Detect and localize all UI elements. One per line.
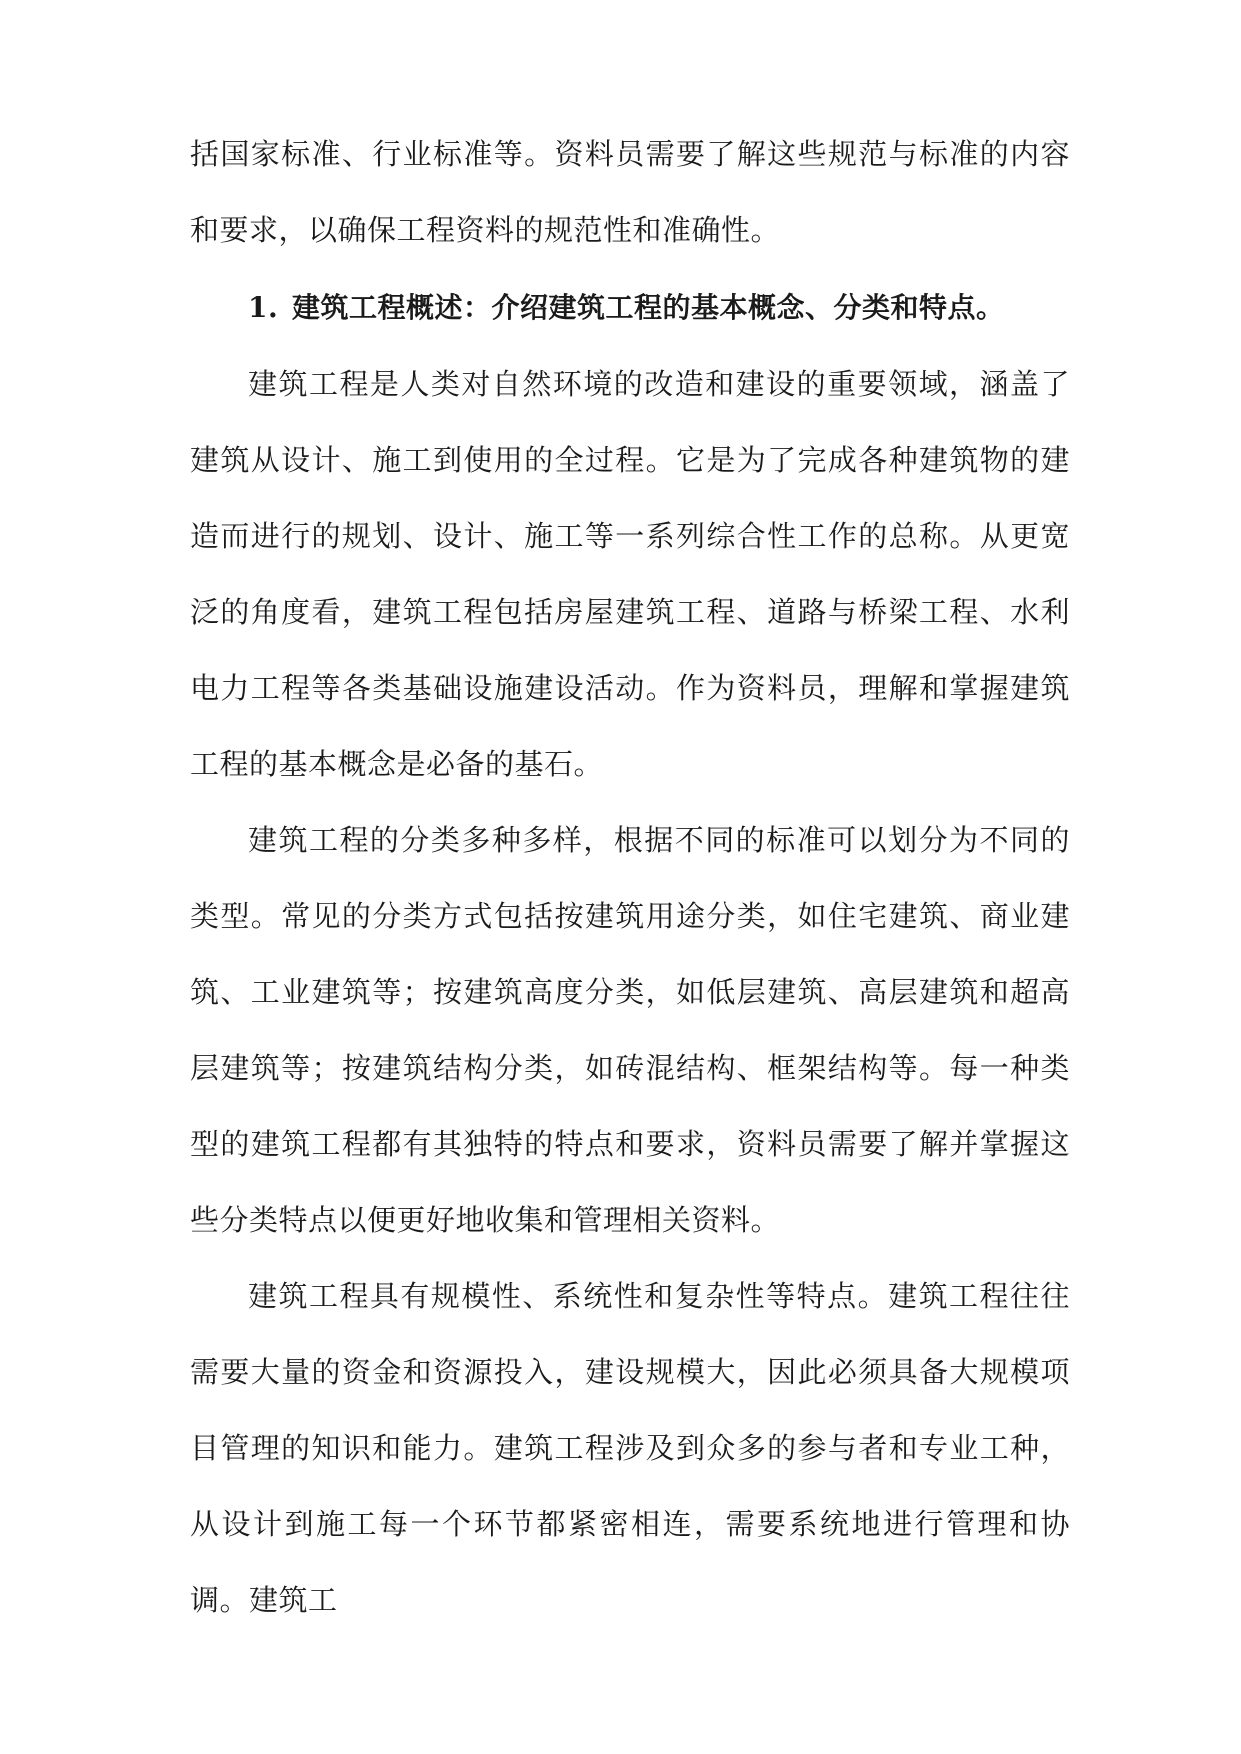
section-heading-block — [190, 270, 1070, 346]
body-section — [190, 346, 1070, 1638]
section-number: 1. — [248, 291, 279, 324]
body-paragraph-2: 建筑工程的分类多种多样，根据不同的标准可以划分为不同的类型。常见的分类方式包括按建筑用途分类，如住宅建筑、商业建筑、工业建筑等；按建筑高度分类，如低层建筑、高层建筑和超高层建筑等；按建筑结构分类，如砖混结构、框架结构等。每一种类型的建筑工程都有其独特的特点和要求，资料员需要了解并掌握这些分类特点以便更好地收集和管理相关资料。 — [190, 823, 1070, 1237]
section-heading — [190, 270, 1070, 346]
continuation-paragraph: 括国家标准、行业标准等。资料员需要了解这些规范与标准的内容和要求，以确保工程资料的规范性和准确性。 — [190, 137, 1070, 247]
body-paragraph-1: 建筑工程是人类对自然环境的改造和建设的重要领域，涵盖了建筑从设计、施工到使用的全过程。它是为了完成各种建筑物的建造而进行的规划、设计、施工等一系列综合性工作的总称。从更宽泛的角度看，建筑工程包括房屋建筑工程、道路与桥梁工程、水利电力工程等各类基础设施建设活动。作为资料员，理解和掌握建筑工程的基本概念是必备的基石。 — [190, 367, 1070, 781]
continuation-section — [190, 116, 1070, 268]
body-paragraph-3: 建筑工程具有规模性、系统性和复杂性等特点。建筑工程往往需要大量的资金和资源投入，建设规模大，因此必须具备大规模项目管理的知识和能力。建筑工程涉及到众多的参与者和专业工种，从设计到施工每一个环节都紧密相连，需要系统地进行管理和协调。建筑工 — [190, 1279, 1070, 1617]
section-title: 建筑工程概述：介绍建筑工程的基本概念、分类和特点。 — [292, 291, 1005, 324]
